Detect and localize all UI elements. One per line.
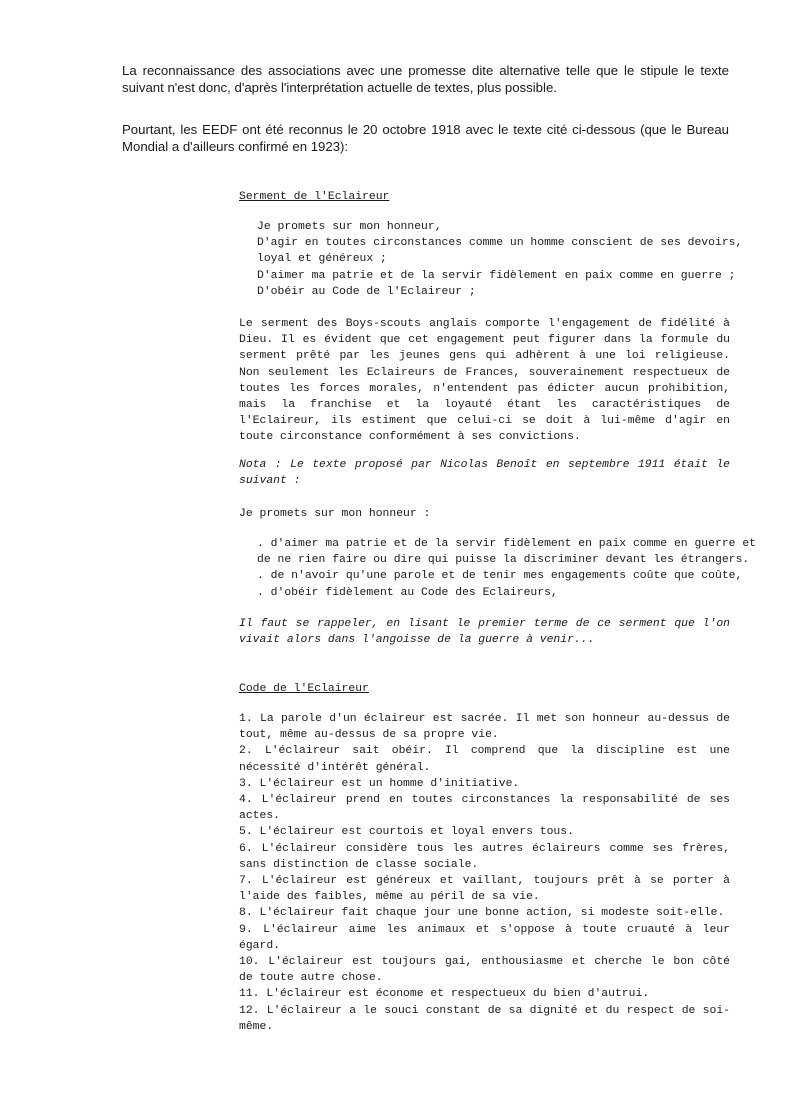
promise-line: . d'obéir fidèlement au Code des Eclaireurs, [257,586,558,599]
reminder-paragraph: Il faut se rappeler, en lisant le premier terme de ce serment que l'on vivait alors dans l'angoisse de la guerre à venir... [239,618,730,647]
serment-line: loyal et généreux ; [257,253,387,266]
serment-line: Je promets sur mon honneur, [257,221,442,233]
intro-paragraph-2: Pourtant, les EEDF ont été reconnus le 20 octobre 1918 avec le texte cité ci-dessous (que le Bureau Mondial a d'ailleurs confirmé en 1923): [122,122,729,154]
serment-line: D'aimer ma patrie et de la servir fidèlement en paix comme en guerre ; [257,269,736,282]
code-item: 5. L'éclaireur est courtois et loyal envers tous. [239,826,574,839]
code-item: 9. L'éclaireur aime les animaux et s'oppose à toute cruauté à leur égard. [239,923,730,952]
serment-title: Serment de l'Eclaireur [239,191,390,203]
code-list [239,711,730,1035]
serment-text [257,219,743,300]
code-item: 6. L'éclaireur considère tous les autres éclaireurs comme ses frères, sans distinction de classe sociale. [239,842,730,871]
code-item: 10. L'éclaireur est toujours gai, enthousiasme et cherche le bon côté de toute autre chose. [239,956,730,985]
serment-line: D'obéir au Code de l'Eclaireur ; [257,285,476,298]
promise-line: de ne rien faire ou dire qui puisse la discriminer devant les étrangers. [257,554,750,567]
nota-paragraph: Nota : Le texte proposé par Nicolas Benoît en septembre 1911 était le suivant : [239,459,730,488]
code-item: 7. L'éclaireur est généreux et vaillant, toujours prêt à se porter à l'aide des faibles, même au péril de sa vie. [239,875,730,904]
promise-intro: Je promets sur mon honneur : [239,508,431,520]
code-item: 12. L'éclaireur a le souci constant de sa dignité et du respect de soi-même. [239,1004,730,1033]
promise-text [257,536,756,601]
intro-paragraph-1: La reconnaissance des associations avec une promesse dite alternative telle que le stipule le texte suivant n'est donc, d'après l'interprétation actuelle de textes, plus possible. [122,63,729,95]
serment-line: D'agir en toutes circonstances comme un homme conscient de ses devoirs, [257,237,743,250]
code-item: 4. L'éclaireur prend en toutes circonstances la responsabilité de ses actes. [239,794,730,823]
code-title: Code de l'Eclaireur [239,683,369,695]
code-item: 3. L'éclaireur est un homme d'initiative. [239,777,520,790]
promise-line: . d'aimer ma patrie et de la servir fidèlement en paix comme en guerre et [257,538,756,550]
code-item: 8. L'éclaireur fait chaque jour une bonne action, si modeste soit-elle. [239,907,725,920]
code-item: 11. L'éclaireur est économe et respectueux du bien d'autrui. [239,988,650,1001]
code-item: 2. L'éclaireur sait obéir. Il comprend que la discipline est une nécessité d'intérêt général. [239,745,730,774]
serment-commentary: Le serment des Boys-scouts anglais comporte l'engagement de fidélité à Dieu. Il es évident que cet engagement peut figurer dans la formule du serment prêté par les jeunes gens qui adhèrent à une loi religieuse. Non seulement les Eclaireurs de Frances, souverainement respectueux de toutes les forces morales, n'entendent pas édicter aucun prohibition, mais la franchise et la loyauté étant les caractéristiques de l'Eclaireur, ils estiment que celui-ci se doit à lui-même d'agir en toute circonstance conformément à ses convictions. [239,318,730,444]
code-item: 1. La parole d'un éclaireur est sacrée. Il met son honneur au-dessus de tout, même au-dessus de sa propre vie. [239,713,730,742]
promise-line: . de n'avoir qu'une parole et de tenir mes engagements coûte que coûte, [257,570,743,583]
